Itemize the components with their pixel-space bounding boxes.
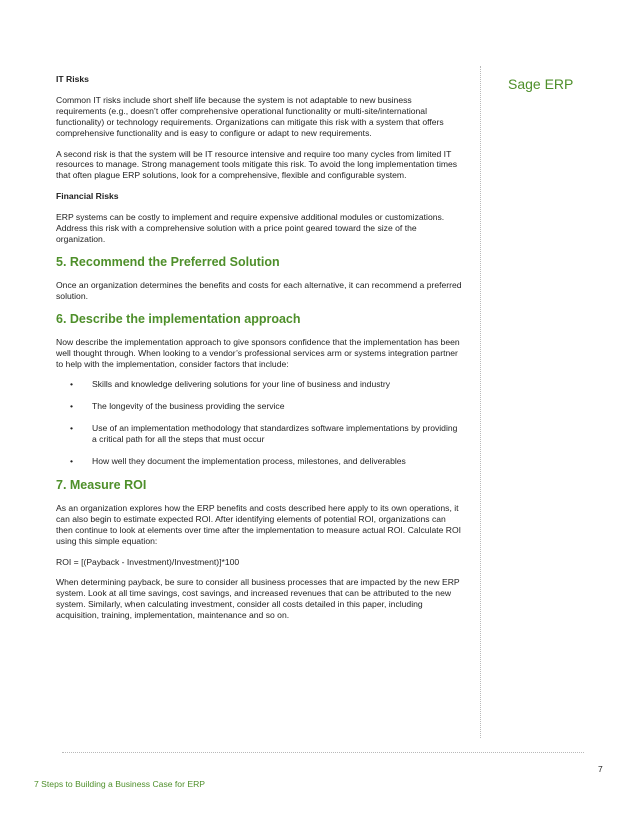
financial-risks-heading: Financial Risks <box>56 191 119 202</box>
main-content <box>56 74 464 631</box>
section-7-heading: 7. Measure ROI <box>56 477 147 492</box>
bullet-icon: • <box>70 379 74 390</box>
footer-document-title: 7 Steps to Building a Business Case for ERP <box>34 779 206 789</box>
it-risks-paragraph-1: Common IT risks include short shelf life because the system is not adaptable to new business requirements (e.g., doesn’t offer comprehensive operational functionality or multi-site/international functionality) or technology requirements. Organizations can mitigate this risk with a system that offers comprehensive functionality and is easy to configure or adapt to new requirements. <box>56 94 444 138</box>
roi-equation: ROI = [(Payback - Investment)/Investment)]*100 <box>56 556 240 567</box>
sidebar-divider <box>480 66 481 738</box>
implementation-factors-list <box>56 379 464 467</box>
it-risks-heading: IT Risks <box>56 74 89 84</box>
list-item-text: The longevity of the business providing the service <box>92 401 285 412</box>
list-item-text: Skills and knowledge delivering solutions for your line of business and industry <box>92 379 391 390</box>
footer-divider <box>62 752 584 753</box>
list-item-text: Use of an implementation methodology that standardizes software implementations by providing a critical path for all the steps that must occur <box>92 423 458 445</box>
list-item <box>56 401 464 412</box>
section-7-paragraph-1: As an organization explores how the ERP benefits and costs described here apply to its own operations, it can also begin to estimate expected ROI. After identifying elements of potential ROI, organizations can then continue to look at elements over time after the implementation to measure actual ROI. Calculate ROI using this simple equation: <box>56 502 462 546</box>
list-item <box>56 456 464 467</box>
bullet-icon: • <box>70 423 74 434</box>
section-5-heading: 5. Recommend the Preferred Solution <box>56 254 280 269</box>
bullet-icon: • <box>70 456 74 467</box>
list-item <box>56 423 464 445</box>
list-item-text: How well they document the implementation process, milestones, and deliverables <box>92 456 406 467</box>
bullet-icon: • <box>70 401 74 412</box>
sidebar-title: Sage ERP <box>508 76 574 92</box>
list-item <box>56 379 464 390</box>
financial-risks-paragraph: ERP systems can be costly to implement and require expensive additional modules or customizations. Address this risk with a comprehensive solution with a price point geared toward the size of the organization. <box>56 212 445 244</box>
section-7-paragraph-2: When determining payback, be sure to consider all business processes that are impacted by the new ERP system. Look at all time savings, cost savings, and increased revenues that can be attributed to the new system. Similarly, when calculating investment, consider all costs detailed in this paper, including acquisition, training, implementation, maintenance and so on. <box>56 577 460 621</box>
page-number: 7 <box>598 764 603 774</box>
section-6-paragraph: Now describe the implementation approach to give sponsors confidence that the implementation has been well thought through. When looking to a vendor’s professional services arm or systems integration partner to help with the implementation, consider factors that include: <box>56 336 460 369</box>
section-5-paragraph: Once an organization determines the benefits and costs for each alternative, it can recommend a preferred solution. <box>56 279 462 301</box>
section-6-heading: 6. Describe the implementation approach <box>56 311 301 326</box>
it-risks-paragraph-2: A second risk is that the system will be IT resource intensive and require too many cycles from limited IT resources to manage. Strong management tools mitigate this risk. To avoid the long implementation times that often plague ERP solutions, look for a comprehensive, flexible and configurable system. <box>56 148 458 181</box>
